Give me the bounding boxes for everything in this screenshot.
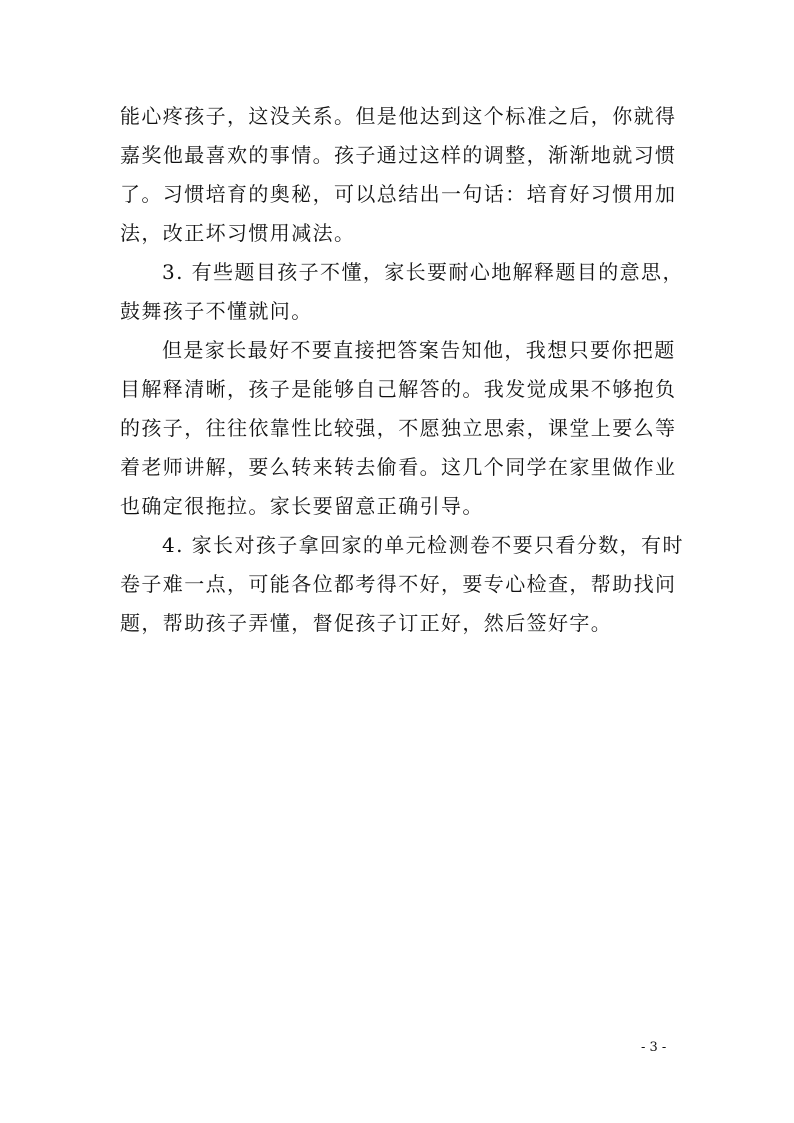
text-line: 法，改正坏习惯用减法。 xyxy=(120,221,356,245)
text-line: 了。习惯培育的奥秘，可以总结出一句话：培育好习惯用加 xyxy=(120,182,677,206)
text-line: 3. 有些题目孩子不懂，家长要耐心地解释题目的意思， xyxy=(162,260,684,284)
text-line: 鼓舞孩子不懂就问。 xyxy=(120,299,313,323)
text-line: 但是家长最好不要直接把答案告知他，我想只要你把题 xyxy=(162,338,676,362)
page-number: - 3 - xyxy=(641,1040,667,1055)
text-line: 题，帮助孩子弄懂，督促孩子订正好，然后签好字。 xyxy=(120,611,613,635)
text-line: 目解释清晰，孩子是能够自己解答的。我发觉成果不够抱负 xyxy=(120,377,677,401)
text-line: 嘉奖他最喜欢的事情。孩子通过这样的调整，渐渐地就习惯 xyxy=(120,143,677,167)
text-line: 4. 家长对孩子拿回家的单元检测卷不要只看分数，有时 xyxy=(162,533,684,557)
text-line: 卷子难一点，可能各位都考得不好，要专心检查，帮助找问 xyxy=(120,572,677,596)
text-line: 的孩子，往往依靠性比较强，不愿独立思索，课堂上要么等 xyxy=(120,416,677,440)
text-line: 着老师讲解，要么转来转去偷看。这几个同学在家里做作业 xyxy=(120,455,677,479)
text-line: 也确定很拖拉。家长要留意正确引导。 xyxy=(120,494,484,518)
document-body xyxy=(120,97,684,643)
text-line: 能心疼孩子，这没关系。但是他达到这个标准之后，你就得 xyxy=(120,104,677,128)
